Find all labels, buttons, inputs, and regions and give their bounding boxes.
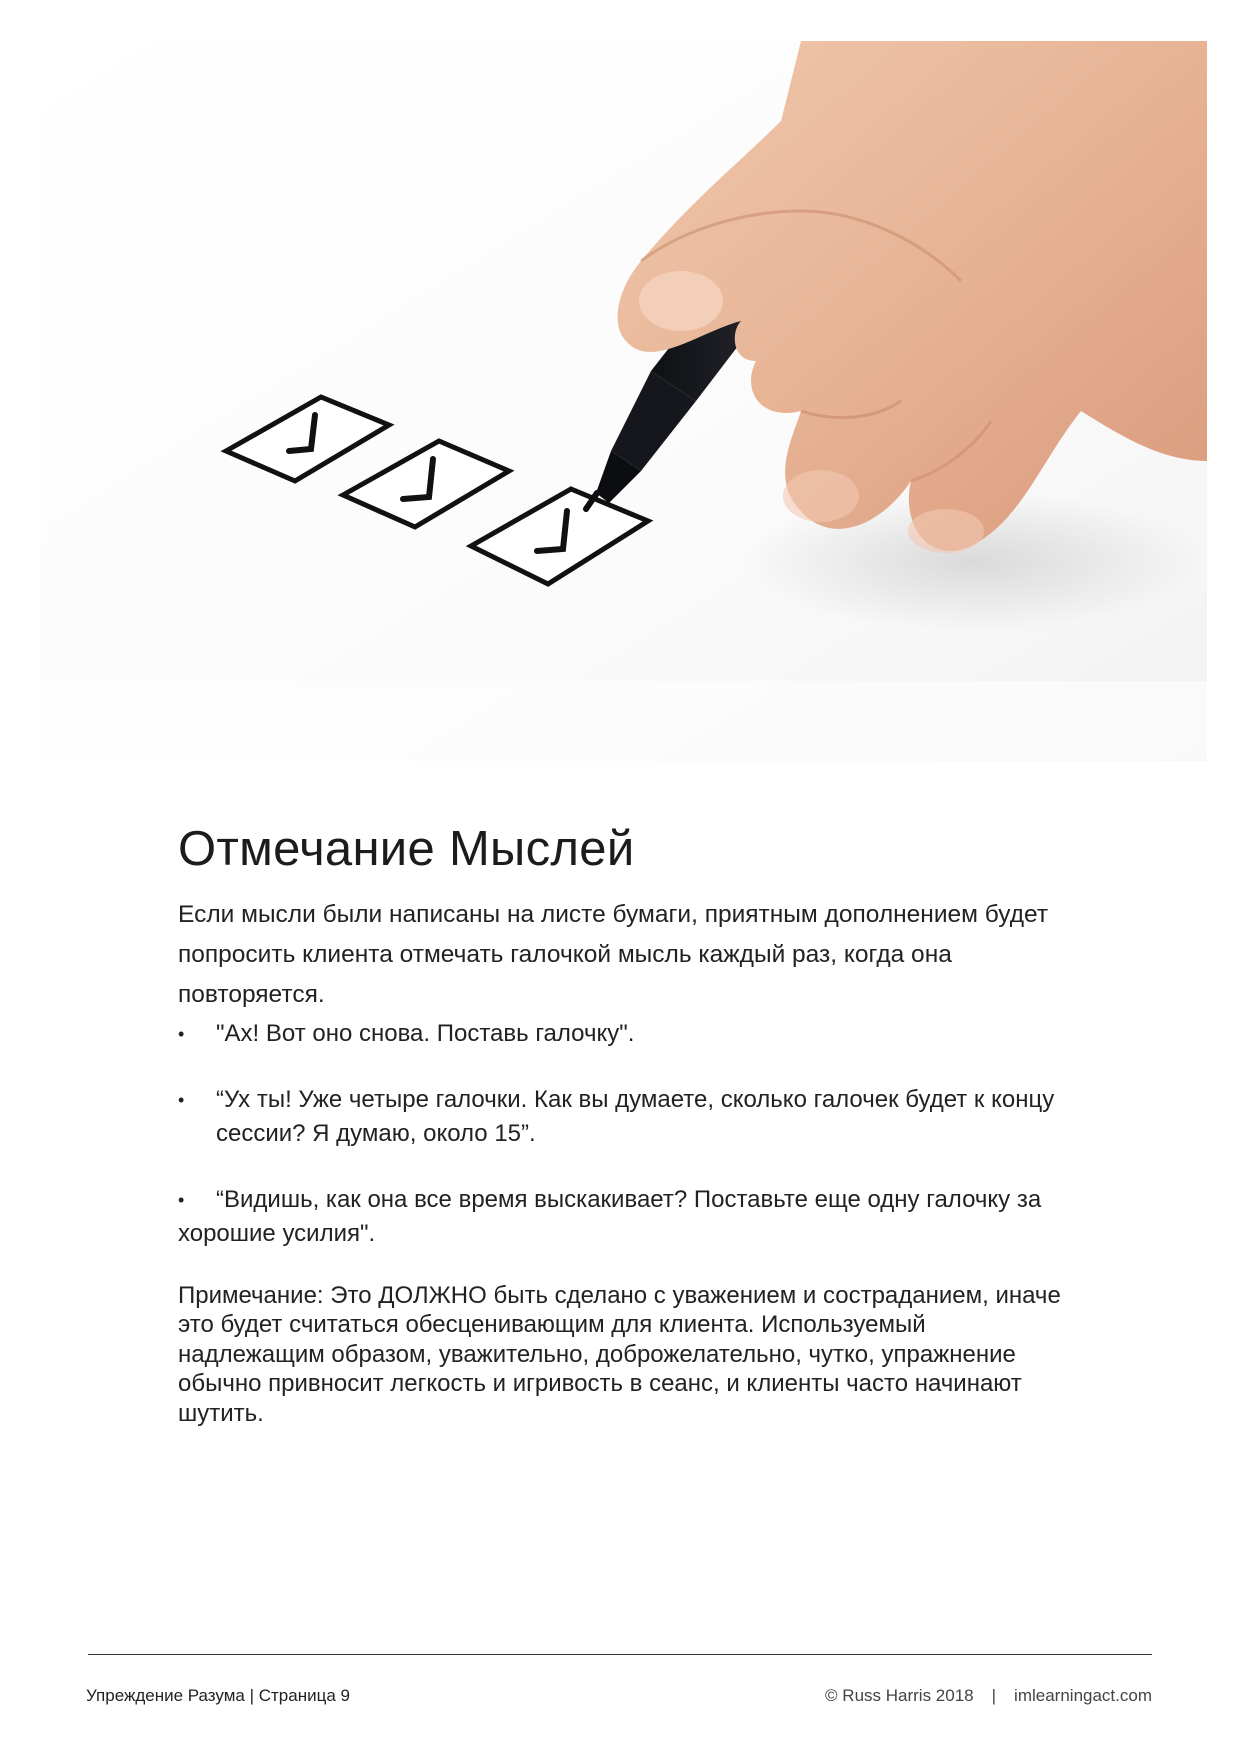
bullet-dot: • (178, 1089, 185, 1110)
list-item (178, 1083, 1078, 1151)
bullet-text: “Видишь, как она все время выскакивает? Поставьте еще одну галочку за хорошие усилия". (178, 1185, 1042, 1247)
hero-image (41, 41, 1207, 761)
note-paragraph: Примечание: Это ДОЛЖНО быть сделано с уважением и состраданием, иначе это будет считаться обесценивающим для клиента. Используемый надлежащим образом, уважительно, доброжелательно, чутко, упражнение обычно привносит легкость и игривость в сеанс, и клиенты часто начинают шутить. (178, 1281, 1061, 1427)
footer-separator: | (991, 1686, 997, 1705)
bullet-list (178, 1017, 1078, 1251)
bullet-text: “Ух ты! Уже четыре галочки. Как вы думаете, сколько галочек будет к концу сессии? Я думаю, около 15”. (216, 1085, 1055, 1147)
content (178, 823, 1078, 1428)
hand-checkmarks-illustration (41, 41, 1207, 761)
page-title: Отмечание Мыслей (178, 822, 635, 876)
site-link[interactable]: imlearningact.com (1014, 1686, 1152, 1705)
footer-divider (88, 1654, 1152, 1655)
bullet-text: "Ах! Вот оно снова. Поставь галочку". (216, 1019, 635, 1047)
footer-credits (825, 1686, 1152, 1706)
footer-page-label: Упреждение Разума | Страница 9 (86, 1686, 350, 1705)
copyright: © Russ Harris 2018 (825, 1686, 974, 1705)
list-item (178, 1183, 1078, 1251)
bullet-dot: • (178, 1023, 185, 1044)
list-item (178, 1017, 1078, 1051)
intro-paragraph: Если мысли были написаны на листе бумаги, приятным дополнением будет попросить клиента отмечать галочкой мысль каждый раз, когда она повторяется. (178, 900, 1049, 1008)
bullet-dot: • (178, 1189, 185, 1210)
